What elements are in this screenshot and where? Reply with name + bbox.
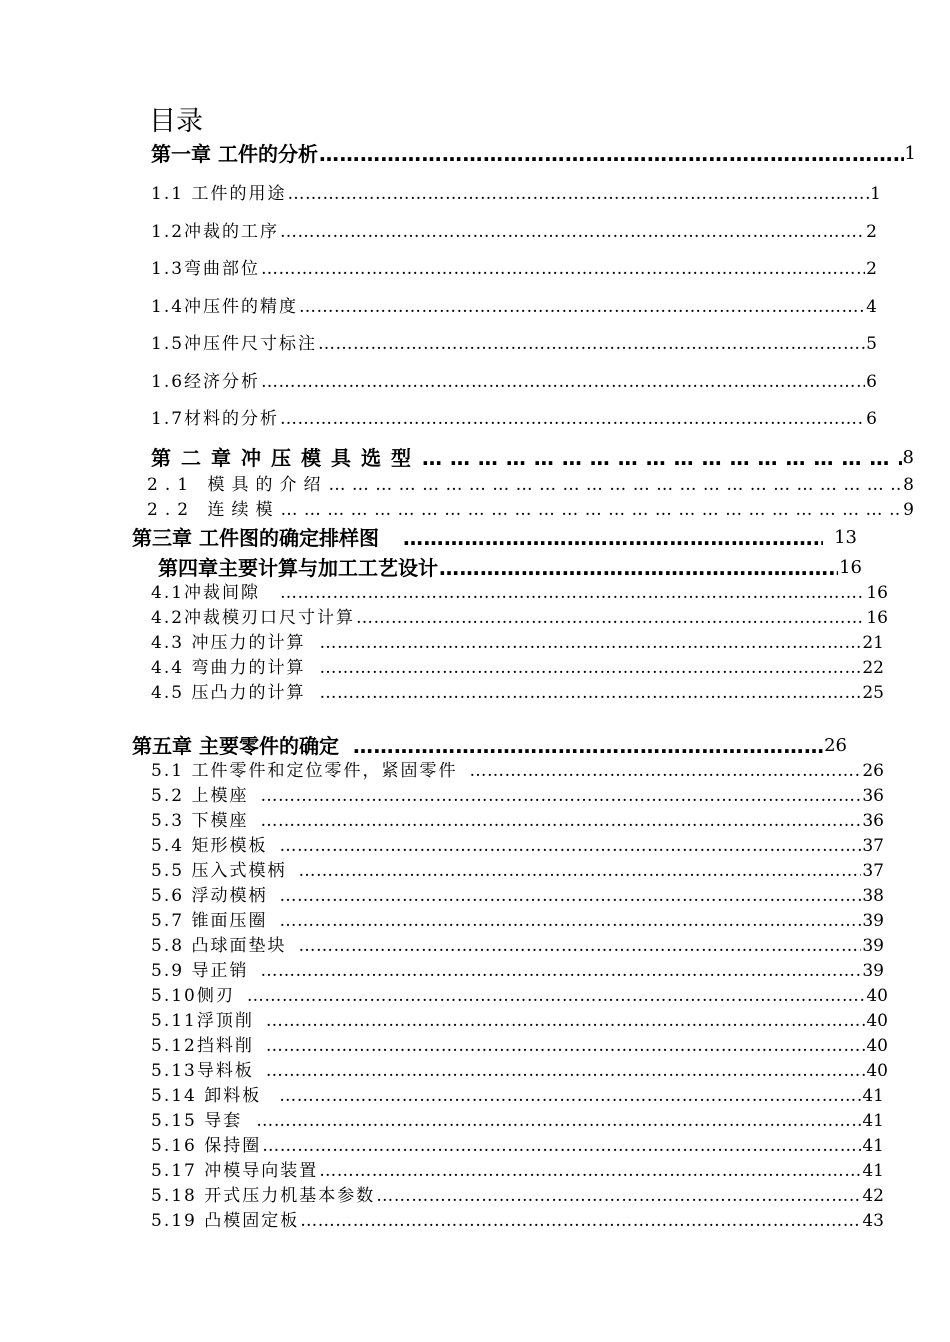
toc-entry-text: 第四章主要计算与加工工艺设计 [158, 556, 438, 580]
toc-entry-section [151, 581, 888, 605]
toc-entry-section [151, 984, 888, 1008]
toc-entry-text: 1.4冲压件的精度 [151, 297, 299, 317]
dot-leader [266, 1059, 866, 1083]
toc-entry-page: 21 [862, 633, 884, 653]
toc-entry-section [151, 631, 884, 655]
dot-leader [256, 1109, 861, 1133]
dot-leader [262, 1134, 861, 1158]
dot-leader [422, 446, 902, 470]
toc-entry-section [151, 809, 884, 833]
toc-entry-text: 5.3 下模座 [151, 811, 249, 831]
dot-leader [279, 909, 861, 933]
dot-leader [266, 1009, 866, 1033]
toc-entry-chapter-1 [151, 142, 916, 166]
toc-entry-text: 5.11浮顶削 [151, 1011, 254, 1031]
toc-entry-text: 5.8 凸球面垫块 [151, 936, 287, 956]
dot-leader [298, 859, 861, 883]
toc-entry-text: 2.2 连续模 [147, 500, 280, 520]
toc-entry-text: 5.17 冲模导向装置 [151, 1161, 319, 1181]
dot-leader [318, 332, 865, 356]
toc-entry-section [151, 182, 881, 206]
toc-entry-section [151, 1159, 884, 1183]
toc-entry-page: 40 [866, 1061, 888, 1081]
toc-entry-text: 2.1 模具的介绍 [147, 475, 328, 495]
toc-entry-section [151, 859, 884, 883]
toc-entry-page: 2 [866, 222, 877, 242]
toc-entry-page: 22 [862, 658, 884, 678]
toc-entry-section [151, 606, 888, 630]
dot-leader [319, 1159, 861, 1183]
toc-entry-text: 5.5 压入式模柄 [151, 861, 287, 881]
dot-leader [298, 934, 861, 958]
toc-entry-page: 5 [866, 334, 877, 354]
dot-leader [247, 984, 866, 1008]
toc-title: 目录 [149, 106, 203, 137]
toc-entry-page: 26 [824, 735, 847, 756]
toc-entry-page: 43 [862, 1211, 884, 1231]
toc-entry-section [151, 759, 884, 783]
dot-leader [319, 631, 861, 655]
toc-entry-text: 5.13导料板 [151, 1061, 254, 1081]
toc-entry-text: 5.4 矩形模板 [151, 836, 268, 856]
toc-entry-page: 40 [866, 1036, 888, 1056]
toc-entry-text: 5.14 卸料板 [151, 1086, 262, 1106]
toc-entry-chapter-5 [132, 734, 847, 758]
toc-entry-text: 1.1 工件的用途 [151, 184, 287, 204]
toc-entry-page: 16 [839, 557, 862, 578]
toc-entry-text: 1.5冲压件尺寸标注 [151, 334, 318, 354]
toc-entry-text: 4.4 弯曲力的计算 [151, 658, 306, 678]
dot-leader [439, 556, 838, 580]
toc-entry-section [147, 498, 914, 522]
toc-entry-section [151, 1209, 884, 1233]
toc-entry-section [151, 656, 884, 680]
toc-entry-text: 5.18 开式压力机基本参数 [151, 1186, 376, 1206]
dot-leader [319, 142, 904, 166]
dot-leader [280, 220, 865, 244]
toc-entry-section [151, 370, 877, 394]
toc-entry-page: 1 [904, 143, 916, 164]
toc-entry-page: 6 [866, 372, 877, 392]
toc-entry-page: 16 [866, 583, 888, 603]
toc-entry-section [151, 257, 877, 281]
dot-leader [319, 681, 861, 705]
toc-entry-section [151, 332, 877, 356]
toc-entry-page: 2 [866, 259, 877, 279]
dot-leader [266, 1034, 866, 1058]
dot-leader [260, 809, 861, 833]
toc-entry-text: 5.15 导套 [151, 1111, 243, 1131]
toc-entry-page: 6 [866, 409, 877, 429]
toc-entry-page: 41 [862, 1161, 884, 1181]
toc-entry-section [151, 1184, 884, 1208]
dot-leader [261, 370, 865, 394]
dot-leader [299, 295, 865, 319]
toc-entry-text: 第五章 主要零件的确定 [132, 734, 339, 758]
dot-leader [279, 834, 861, 858]
dot-leader [403, 526, 823, 550]
toc-entry-text: 5.9 导正销 [151, 961, 249, 981]
toc-entry-chapter-4 [158, 556, 862, 580]
dot-leader [280, 407, 865, 431]
toc-entry-text: 4.5 压凸力的计算 [151, 683, 306, 703]
toc-entry-chapter-2 [151, 446, 914, 470]
toc-entry-page: 4 [866, 297, 877, 317]
toc-entry-page: 26 [862, 761, 884, 781]
toc-entry-text: 5.12挡料削 [151, 1036, 254, 1056]
toc-entry-text: 1.6经济分析 [151, 372, 261, 392]
toc-entry-page: 42 [862, 1186, 884, 1206]
dot-leader [376, 1184, 861, 1208]
dot-leader [353, 734, 823, 758]
toc-entry-text: 5.7 锥面压圈 [151, 911, 268, 931]
toc-entry-section [151, 959, 884, 983]
dot-leader [280, 498, 902, 522]
toc-entry-section [151, 934, 884, 958]
toc-entry-page: 16 [866, 608, 888, 628]
toc-entry-page: 39 [862, 936, 884, 956]
toc-entry-text: 5.16 保持圈 [151, 1136, 262, 1156]
toc-entry-page: 41 [862, 1136, 884, 1156]
dot-leader [319, 656, 861, 680]
toc-entry-page: 41 [862, 1111, 884, 1131]
toc-entry-page: 36 [862, 811, 884, 831]
toc-entry-text: 4.1冲裁间隙 [151, 583, 261, 603]
toc-entry-text: 5.19 凸模固定板 [151, 1211, 300, 1231]
toc-entry-section [151, 1109, 884, 1133]
toc-entry-page: 41 [862, 1086, 884, 1106]
toc-entry-section [147, 473, 914, 497]
toc-entry-section [151, 1009, 888, 1033]
toc-entry-text: 4.3 冲压力的计算 [151, 633, 306, 653]
toc-entry-text: 5.1 工件零件和定位零件，紧固零件 [151, 761, 458, 781]
toc-entry-section [151, 407, 877, 431]
toc-entry-section [151, 784, 884, 808]
toc-entry-text: 1.2冲裁的工序 [151, 222, 280, 242]
toc-entry-text: 第三章 工件图的确定排样图 [132, 526, 379, 550]
dot-leader [287, 182, 869, 206]
toc-entry-page: 39 [862, 911, 884, 931]
toc-entry-page: 38 [862, 886, 884, 906]
toc-entry-page: 39 [862, 961, 884, 981]
toc-entry-text: 5.6 浮动模柄 [151, 886, 268, 906]
toc-entry-section [151, 834, 884, 858]
toc-entry-page: 25 [862, 683, 884, 703]
toc-entry-page: 8 [903, 475, 914, 495]
toc-entry-chapter-3 [132, 526, 857, 550]
toc-entry-page: 9 [903, 500, 914, 520]
toc-entry-page: 1 [870, 184, 881, 204]
dot-leader [261, 257, 865, 281]
toc-entry-text: 1.3弯曲部位 [151, 259, 261, 279]
toc-entry-section [151, 1134, 884, 1158]
dot-leader [279, 1084, 861, 1108]
dot-leader [260, 784, 861, 808]
toc-entry-section [151, 295, 877, 319]
toc-entry-page: 37 [862, 861, 884, 881]
toc-entry-section [151, 1084, 884, 1108]
toc-entry-page: 40 [866, 986, 888, 1006]
toc-entry-page: 37 [862, 836, 884, 856]
toc-entry-section [151, 909, 884, 933]
toc-entry-section [151, 1059, 888, 1083]
toc-entry-text: 4.2冲裁模刃口尺寸计算 [151, 608, 356, 628]
dot-leader [356, 606, 865, 630]
toc-entry-text: 第二章冲压模具选型 [151, 446, 421, 470]
dot-leader [469, 759, 861, 783]
toc-entry-page: 40 [866, 1011, 888, 1031]
dot-leader [279, 884, 861, 908]
toc-entry-text: 第一章 工件的分析 [151, 142, 318, 166]
toc-entry-page: 36 [862, 786, 884, 806]
toc-entry-text: 5.2 上模座 [151, 786, 249, 806]
toc-entry-page: 8 [902, 447, 914, 468]
toc-entry-section [151, 681, 884, 705]
toc-entry-section [151, 884, 884, 908]
toc-entry-section [151, 220, 877, 244]
toc-entry-text: 5.10侧刃 [151, 986, 235, 1006]
toc-entry-section [151, 1034, 888, 1058]
toc-entry-page: 13 [834, 527, 857, 548]
dot-leader [280, 581, 865, 605]
dot-leader [260, 959, 861, 983]
dot-leader [328, 473, 902, 497]
dot-leader [300, 1209, 861, 1233]
toc-entry-text: 1.7材料的分析 [151, 409, 280, 429]
